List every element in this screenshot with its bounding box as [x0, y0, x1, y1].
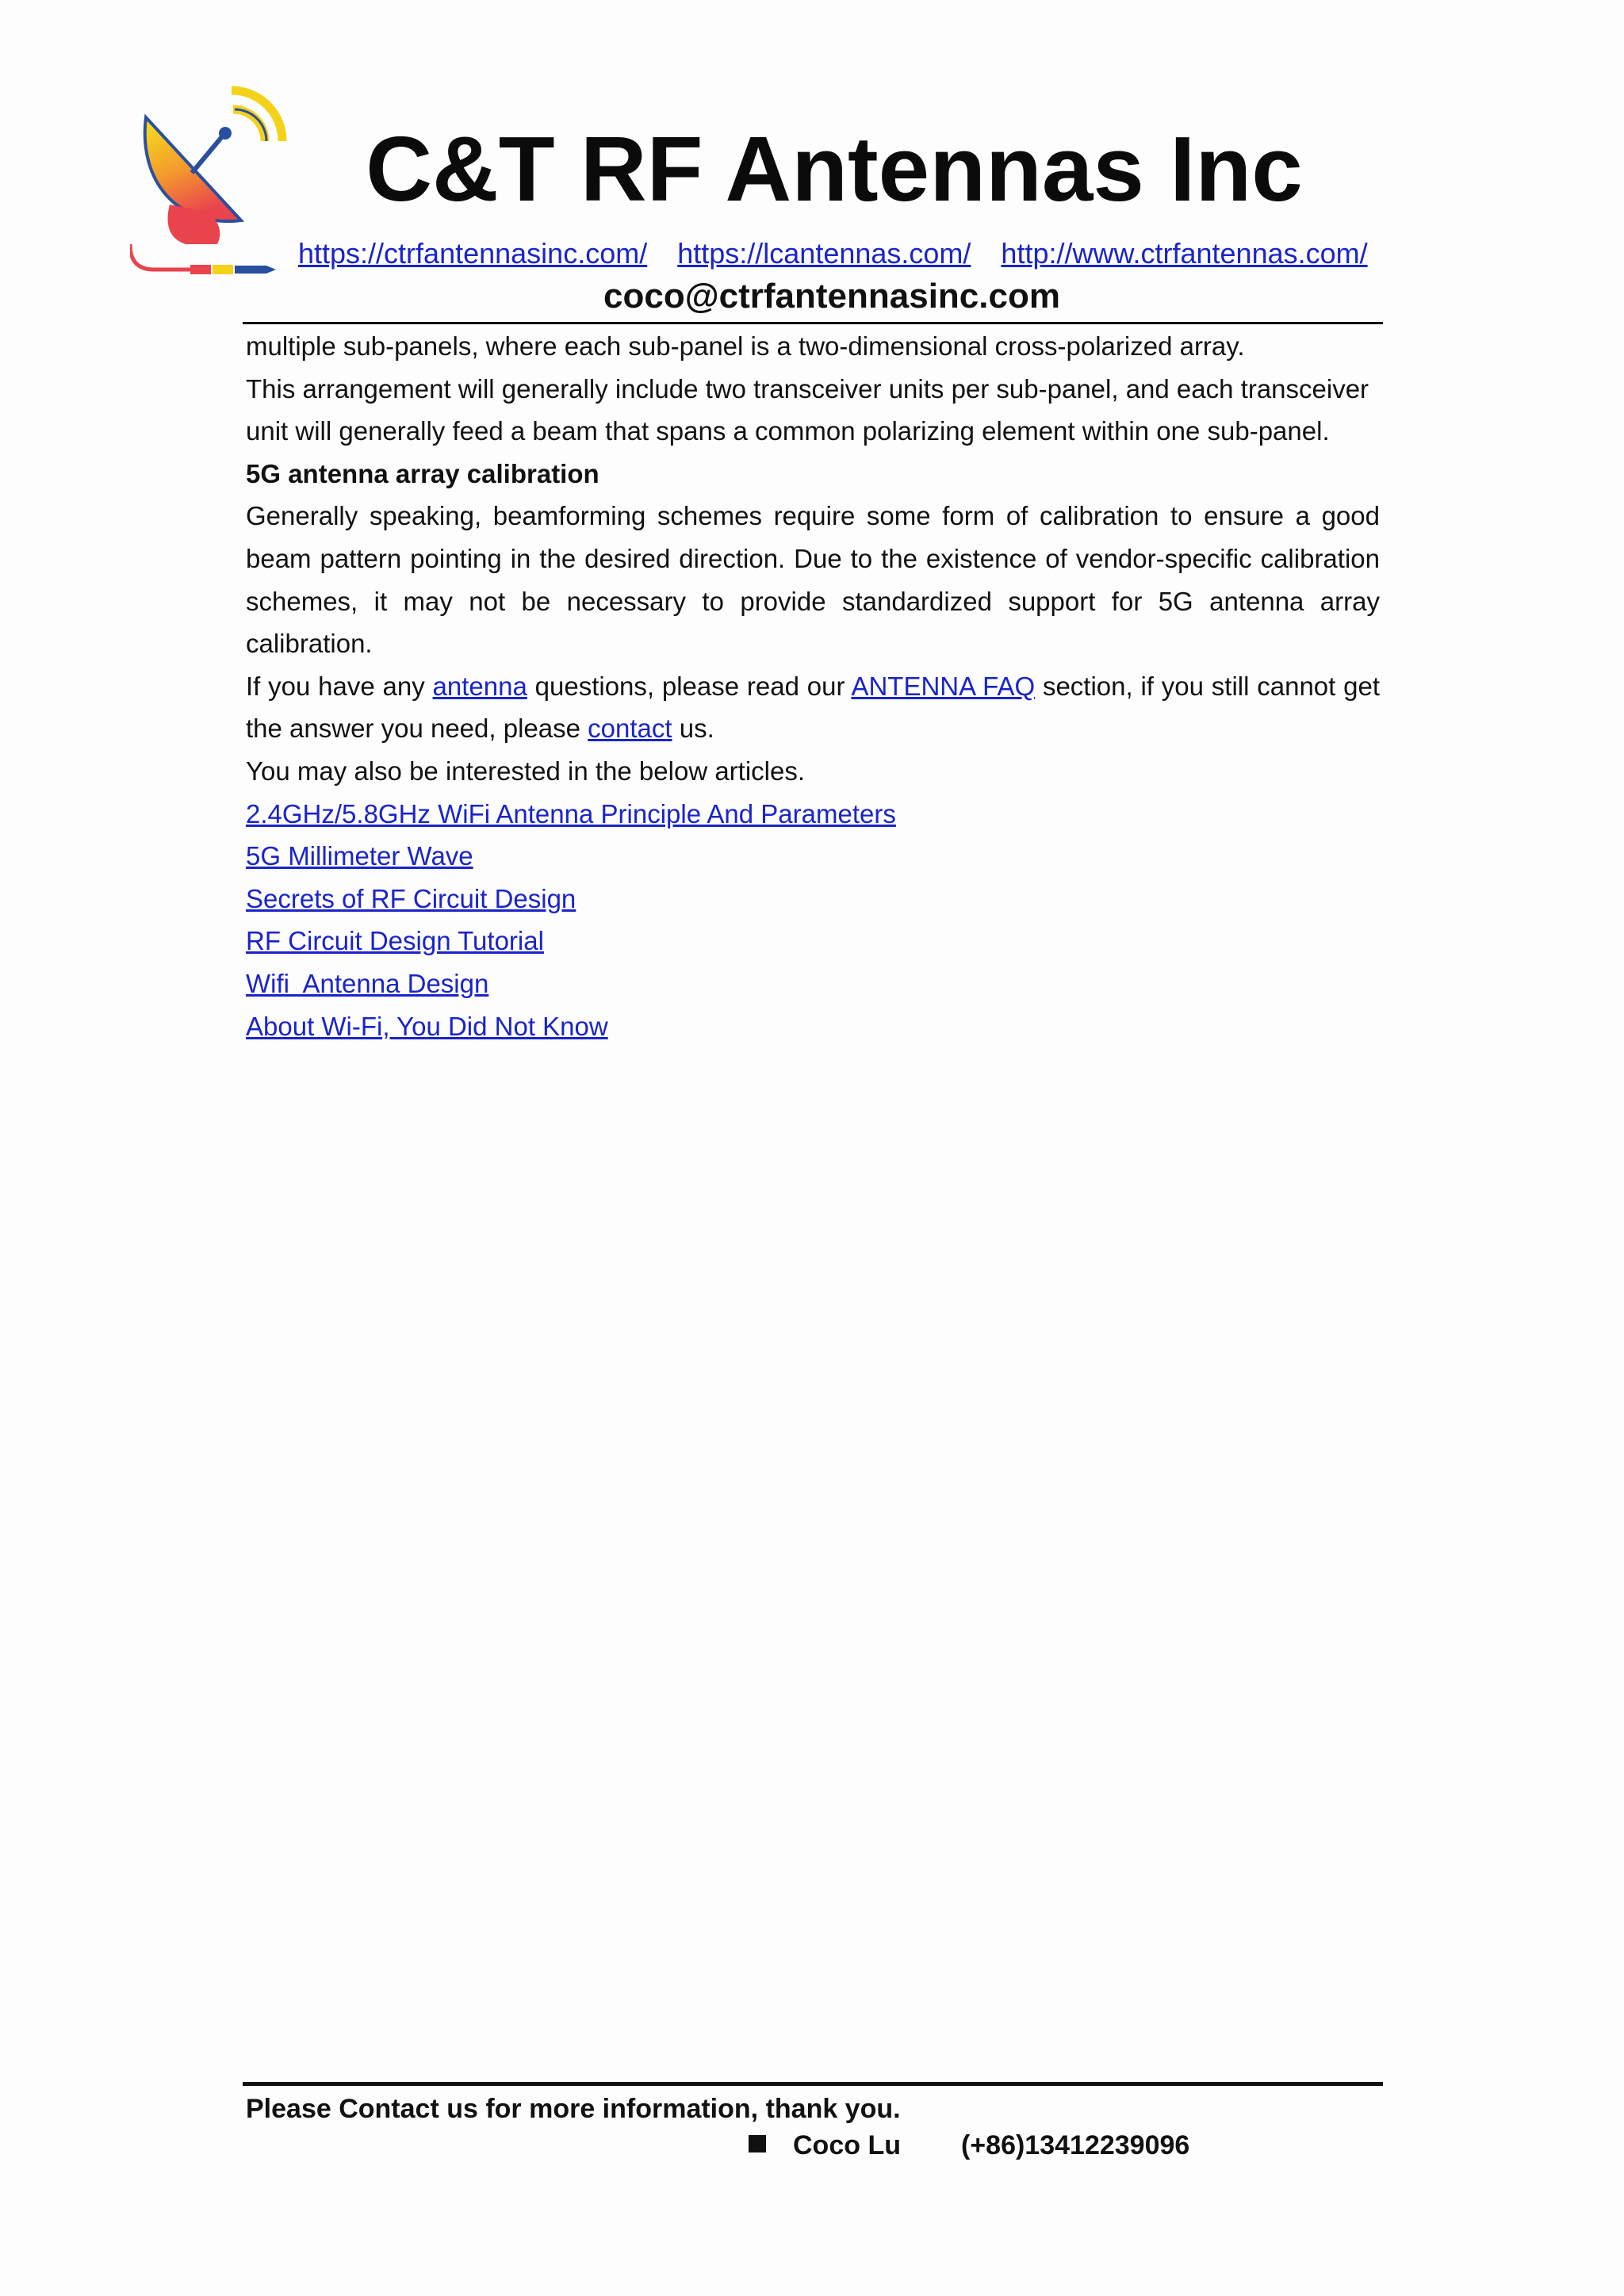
related-intro: You may also be interested in the below articles. [246, 756, 806, 786]
footer-divider [243, 2082, 1383, 2086]
footer-message: Please Contact us for more information, thank you. [246, 2094, 901, 2124]
paragraph-calibration: Generally speaking, beamforming schemes require some form of calibration to ensure a good beam pattern pointing in the desired direction. Due to the existence of vendor-specific calibration schemes, it may not be necessary to provide standardized support for 5G antenna array calibration. [246, 501, 1380, 659]
square-bullet-icon [749, 2135, 766, 2152]
related-item [246, 793, 1380, 836]
header-divider [243, 322, 1383, 324]
related-item [246, 920, 1380, 962]
url-link-ctrfantennasinc[interactable]: https://ctrfantennasinc.com/ [298, 237, 648, 270]
faq-text-3: section, if you still cannot get the answer you need, please [246, 671, 1381, 744]
related-link-5g-mmwave[interactable]: 5G Millimeter Wave [246, 841, 473, 871]
related-item [246, 962, 1380, 1005]
related-link-rf-tutorial[interactable]: RF Circuit Design Tutorial [246, 926, 544, 956]
section-heading: 5G antenna array calibration [246, 458, 599, 488]
related-item [246, 1005, 1380, 1048]
article-body [246, 325, 1380, 1047]
related-link-rf-secrets[interactable]: Secrets of RF Circuit Design [246, 883, 576, 913]
contact-name: Coco Lu [793, 2130, 901, 2160]
paragraph-faq [246, 665, 1380, 750]
contact-email: coco@ctrfantennasinc.com [603, 277, 1060, 316]
related-link-wifi-principle[interactable]: 2.4GHz/5.8GHz WiFi Antenna Principle And Parameters [246, 798, 896, 828]
url-link-ctrfantennas[interactable]: http://www.ctrfantennas.com/ [1001, 237, 1368, 270]
paragraph-subpanels: multiple sub-panels, where each sub-panel is a two-dimensional cross-polarized array. [246, 331, 1245, 361]
related-link-wifi-design[interactable]: Wifi Antenna Design [246, 968, 489, 998]
faq-text-4: us. [672, 714, 714, 744]
footer-contact [749, 2126, 1189, 2164]
url-link-lcantennas[interactable]: https://lcantennas.com/ [677, 237, 971, 270]
related-item [246, 835, 1380, 878]
company-title: C&T RF Antennas Inc [366, 117, 1303, 220]
related-link-about-wifi[interactable]: About Wi-Fi, You Did Not Know [246, 1011, 608, 1041]
antenna-faq-link[interactable]: ANTENNA FAQ [851, 671, 1036, 701]
antenna-link[interactable]: antenna [432, 671, 527, 701]
contact-link[interactable]: contact [588, 714, 672, 744]
related-item [246, 878, 1380, 920]
faq-text-2: questions, please read our [527, 671, 852, 701]
faq-text-1: If you have any [246, 671, 433, 701]
contact-phone: (+86)13412239096 [960, 2130, 1190, 2160]
paragraph-transceivers: This arrangement will generally include two transceiver units per sub-panel, and each transceiver unit will generally feed a beam that spans a common polarizing element within one sub-panel. [246, 373, 1369, 446]
website-links [298, 236, 1368, 271]
